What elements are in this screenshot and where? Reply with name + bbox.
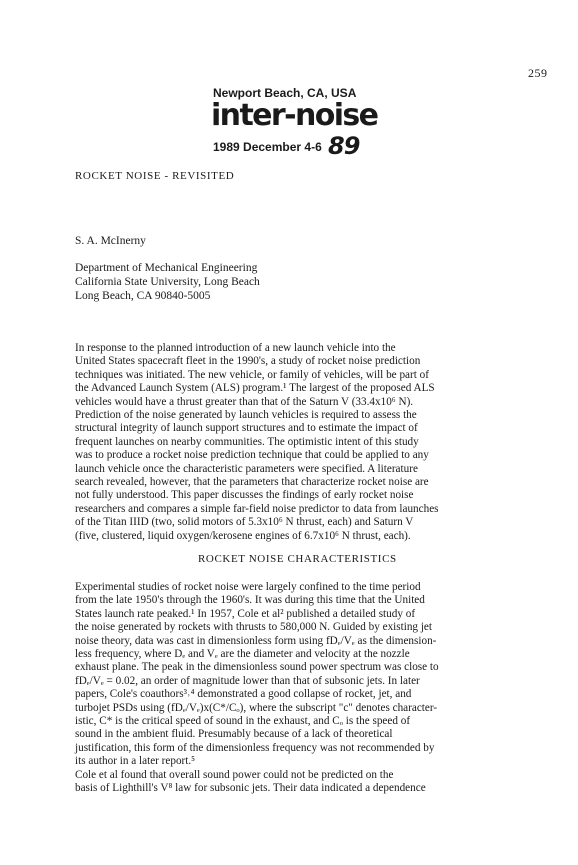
section-heading: ROCKET NOISE CHARACTERISTICS	[198, 553, 397, 565]
text-line: search revealed, however, that the parameters that characterize rocket noise are	[75, 476, 429, 489]
text-line: not fully understood. This paper discusses the findings of early rocket noise	[75, 489, 414, 502]
text-line: istic, C* is the critical speed of sound in the exhaust, and Cₒ is the speed of	[75, 715, 411, 728]
text-line: frequent launches on nearby communities. The optimistic intent of this study	[75, 435, 419, 448]
abstract-paragraph	[75, 342, 507, 543]
conference-location: Newport Beach, CA, USA	[213, 86, 357, 100]
body-paragraph	[75, 581, 507, 796]
text-line: sound in the ambient fluid. Presumably because of a lack of theoretical	[75, 728, 393, 741]
text-line: the Advanced Launch System (ALS) program.¹ The largest of the proposed ALS	[75, 382, 435, 395]
text-line: papers, Cole's coauthors³˒⁴ demonstrated a good collapse of rocket, jet, and	[75, 688, 412, 701]
text-line: justification, this form of the dimensionless frequency was not recommended by	[75, 741, 435, 754]
text-line: (five, clustered, liquid oxygen/kerosene engines of 6.7x10⁶ N thrust, each).	[75, 529, 411, 542]
text-line: exhaust plane. The peak in the dimensionless sound power spectrum was close to	[75, 661, 439, 674]
conference-logo: inter-noise	[211, 98, 378, 133]
conference-year-mark: 89	[328, 132, 360, 160]
text-line: vehicles would have a thrust greater than that of the Saturn V (33.4x10⁶ N).	[75, 395, 414, 408]
text-line: basis of Lighthill's V⁸ law for subsonic jets. Their data indicated a dependence	[75, 782, 426, 795]
text-line: of the Titan IIID (two, solid motors of 5.3x10⁶ N thrust, each) and Saturn V	[75, 516, 414, 529]
text-line: States launch rate peaked.¹ In 1957, Cole et al² published a detailed study of	[75, 607, 416, 620]
text-line: In response to the planned introduction of a new launch vehicle into the	[75, 342, 396, 354]
text-line: Cole et al found that overall sound power could not be predicted on the	[75, 768, 394, 781]
text-line: less frequency, where Dₑ and Vₑ are the diameter and velocity at the nozzle	[75, 648, 410, 661]
text-line: United States spacecraft fleet in the 1990's, a study of rocket noise prediction	[75, 355, 421, 368]
text-line: was to produce a rocket noise prediction technique that could be applied to any	[75, 449, 429, 462]
text-line: Experimental studies of rocket noise were largely confined to the time period	[75, 581, 421, 593]
text-line: fDₑ/Vₑ = 0.02, an order of magnitude lower than that of subsonic jets. In later	[75, 674, 420, 687]
text-line: turbojet PSDs using (fDₑ/Vₑ)x(C*/Cₒ), where the subscript "c" denotes character-	[75, 701, 438, 714]
text-line: techniques was initiated. The new vehicle, or family of vehicles, will be part of	[75, 368, 429, 381]
text-line: from the late 1950's through the 1960's. It was during this time that the United	[75, 594, 425, 607]
paper-title: ROCKET NOISE - REVISITED	[75, 170, 235, 182]
author-name: S. A. McInerny	[75, 235, 146, 247]
text-line: launch vehicle once the characteristic parameters were specified. A literature	[75, 462, 418, 475]
affiliation-address: Long Beach, CA 90840-5005	[75, 290, 211, 302]
text-line: its author in a later report.⁵	[75, 755, 196, 768]
text-line: the noise generated by rockets with thrusts to 580,000 N. Guided by existing jet	[75, 621, 433, 634]
text-line: noise theory, data was cast in dimensionless form using fDₑ/Vₑ as the dimension-	[75, 634, 437, 647]
page-number: 259	[528, 66, 548, 80]
conference-date: 1989 December 4-6	[213, 140, 322, 154]
text-line: Prediction of the noise generated by launch vehicles is required to assess the	[75, 409, 417, 422]
text-line: structural integrity of launch support structures and to estimate the impact of	[75, 422, 418, 435]
affiliation-university: California State University, Long Beach	[75, 276, 260, 288]
text-line: researchers and compares a simple far-field noise predictor to data from launches	[75, 502, 439, 515]
affiliation-department: Department of Mechanical Engineering	[75, 262, 258, 274]
